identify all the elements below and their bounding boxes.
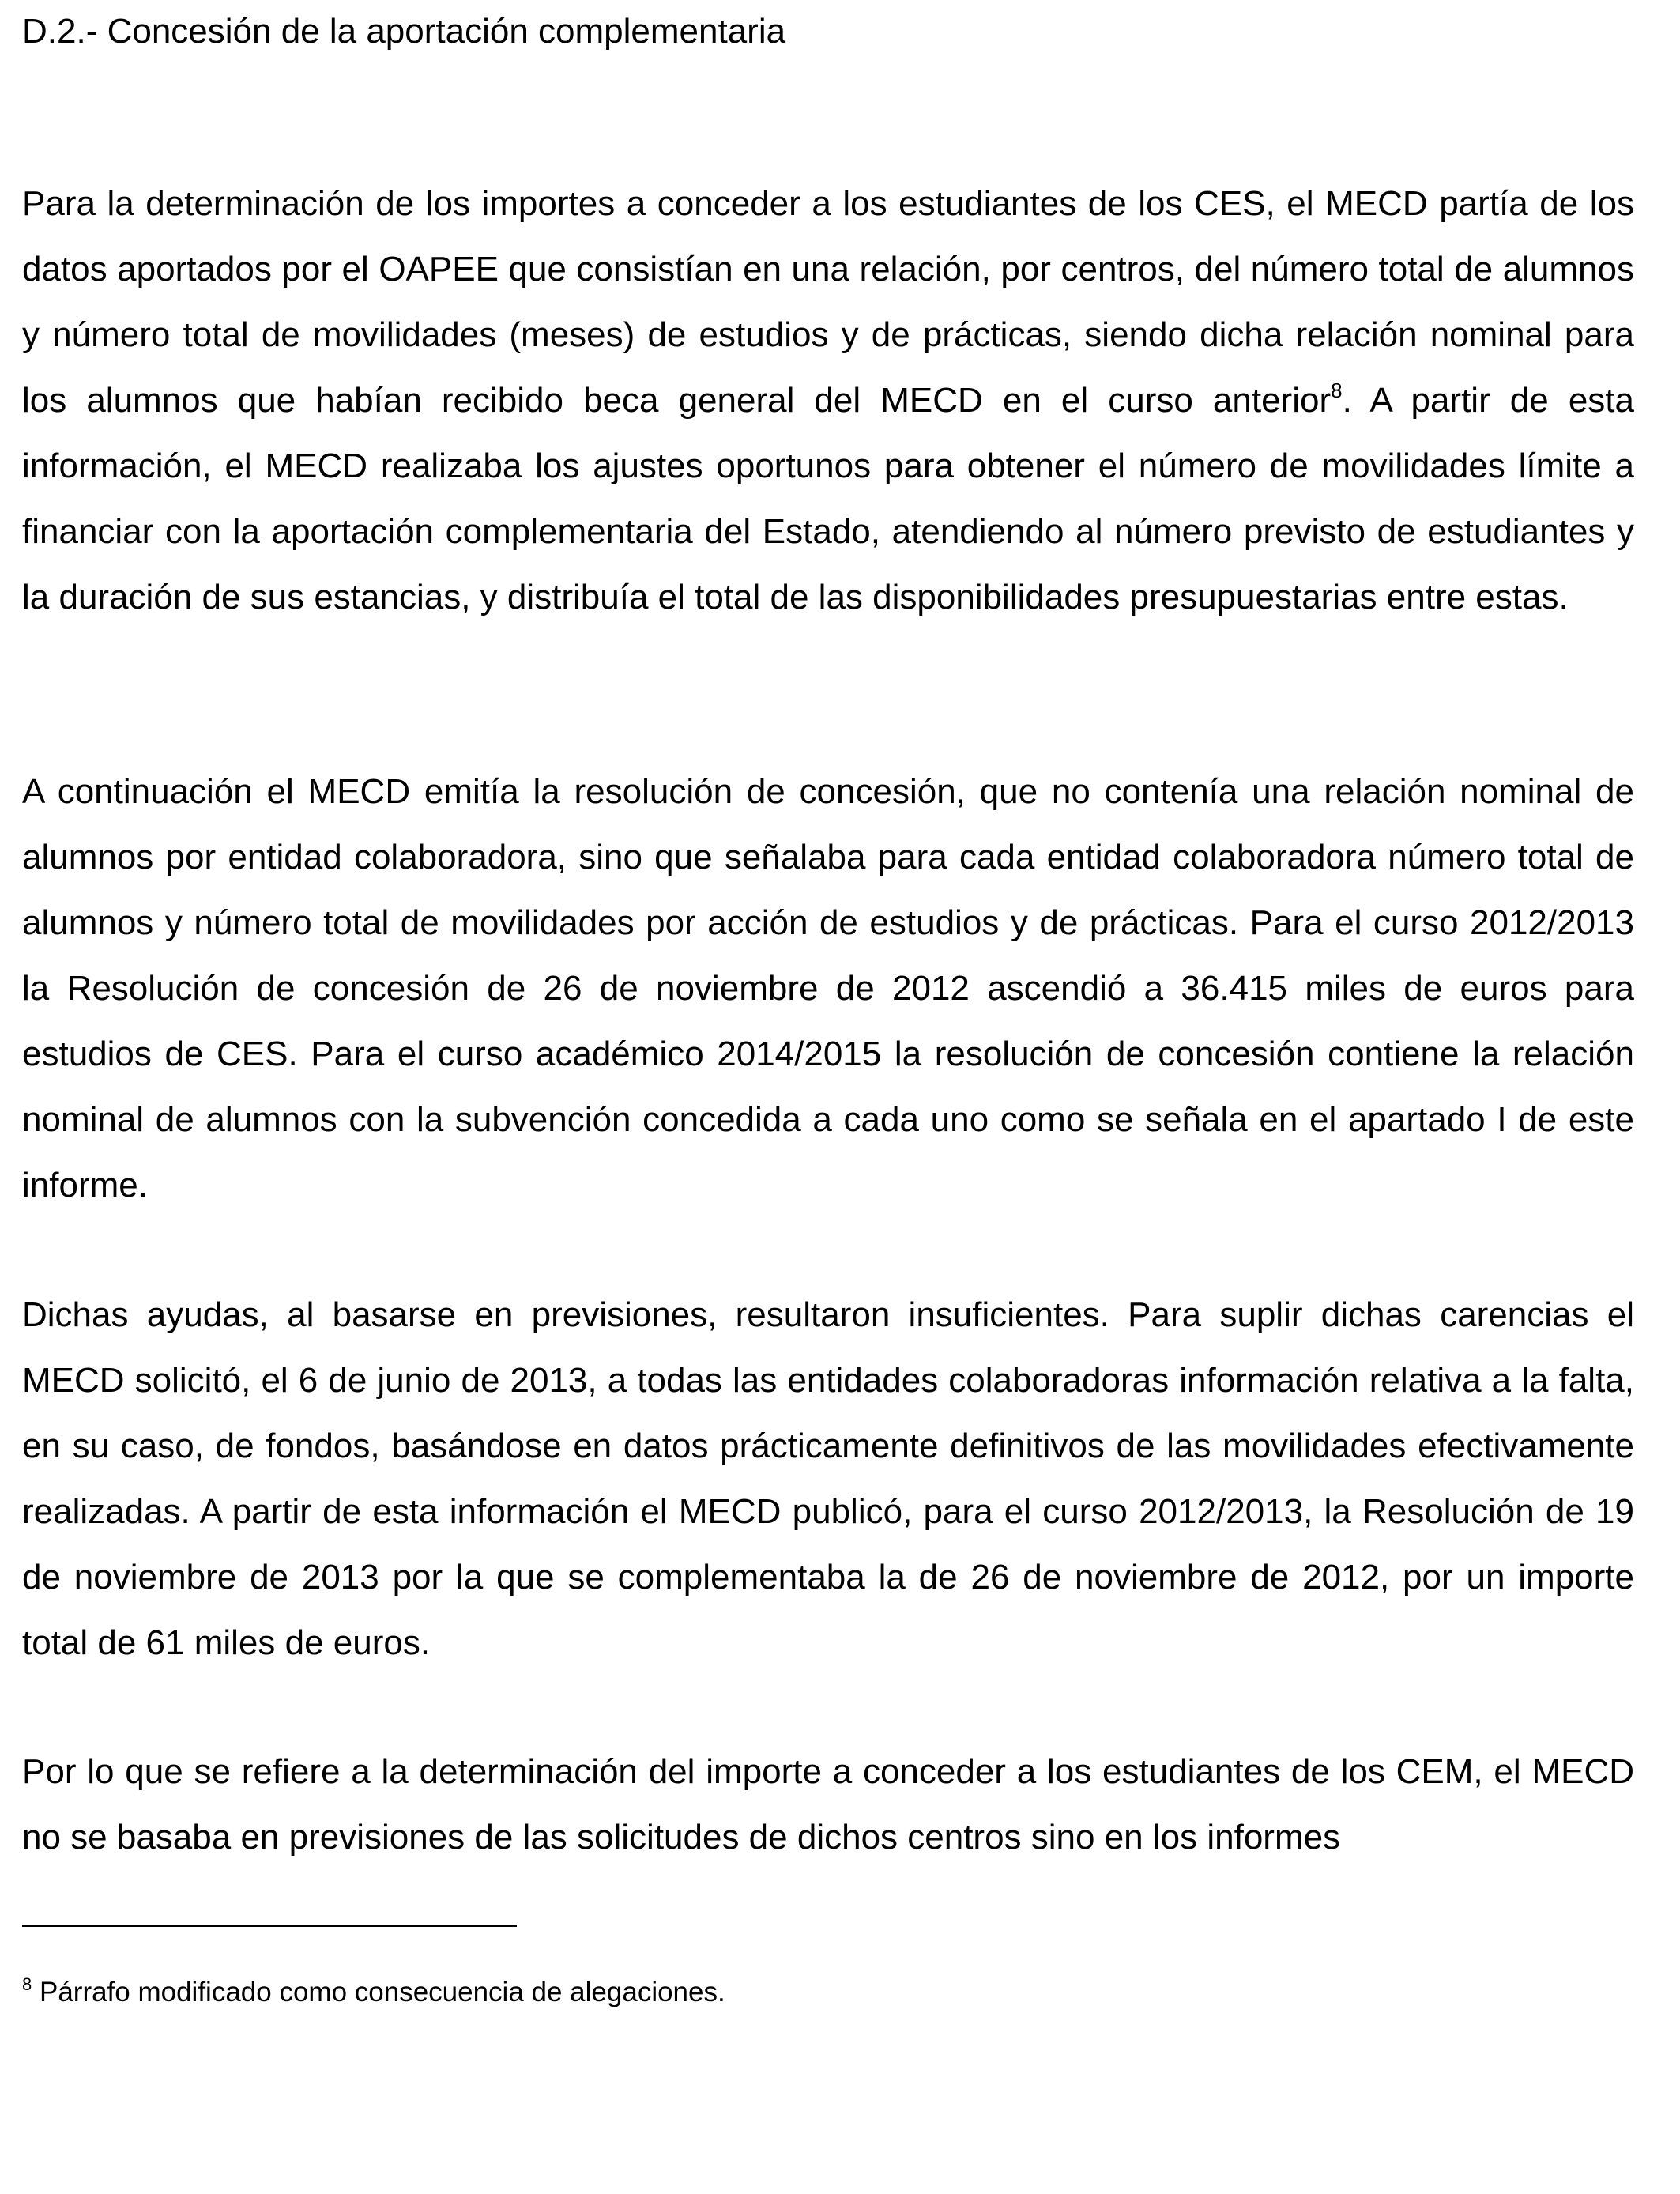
- paragraph-insufficient-aid: Dichas ayudas, al basarse en previsiones, resultaron insuficientes. Para suplir dichas carencias el MECD solicitó, el 6 de junio de 2013, a todas las entidades colaboradoras información relativa a la falta, en su caso, de fondos, basándose en datos prácticamente definitivos de las movilidades efectivamente realizadas. A partir de esta información el MECD publicó, para el curso 2012/2013, la Resolución de 19 de noviembre de 2013 por la que se complementaba la de 26 de noviembre de 2012, por un importe total de 61 miles de euros.: [22, 1295, 1634, 1662]
- paragraph-ces-determination: [22, 171, 1634, 630]
- paragraph-resolution: A continuación el MECD emitía la resolución de concesión, que no contenía una relación nominal de alumnos por entidad colaboradora, sino que señalaba para cada entidad colaboradora número total de alumnos y número total de movilidades por acción de estudios y de prácticas. Para el curso 2012/2013 la Resolución de concesión de 26 de noviembre de 2012 ascendió a 36.415 miles de euros para estudios de CES. Para el curso académico 2014/2015 la resolución de concesión contiene la relación nominal de alumnos con la subvención concedida a cada uno como se señala en el apartado I de este informe.: [22, 772, 1634, 1204]
- footnote-reference[interactable]: 8: [1331, 379, 1343, 402]
- footnote-number: 8: [22, 1974, 32, 1994]
- paragraph-cem-determination: Por lo que se refiere a la determinación del importe a conceder a los estudiantes de los CEM, el MECD no se basaba en previsiones de las solicitudes de dichos centros sino en los informes: [22, 1752, 1634, 1857]
- paragraph-text: . A partir de esta información, el MECD realizaba los ajustes oportunos para obtener el número de movilidades límite a financiar con la aportación complementaria del Estado, atendiendo al número previsto de estudiantes y la duración de sus estancias, y distribuía el total de las disponibilidades presupuestarias entre estas.: [22, 381, 1634, 616]
- paragraph-text: Para la determinación de los importes a conceder a los estudiantes de los CES, el MECD partía de los datos aportados por el OAPEE que consistían en una relación, por centros, del número total de alumnos y número total de movilidades (meses) de estudios y de prácticas, siendo dicha relación nominal para los alumnos que habían recibido beca general del MECD en el curso anterior: [22, 184, 1634, 420]
- section-heading: D.2.- Concesión de la aportación complementaria: [22, 12, 786, 51]
- footnote: [22, 1973, 725, 2012]
- footnote-text: Párrafo modificado como consecuencia de alegaciones.: [32, 1977, 725, 2007]
- footnote-separator: [22, 1925, 517, 1927]
